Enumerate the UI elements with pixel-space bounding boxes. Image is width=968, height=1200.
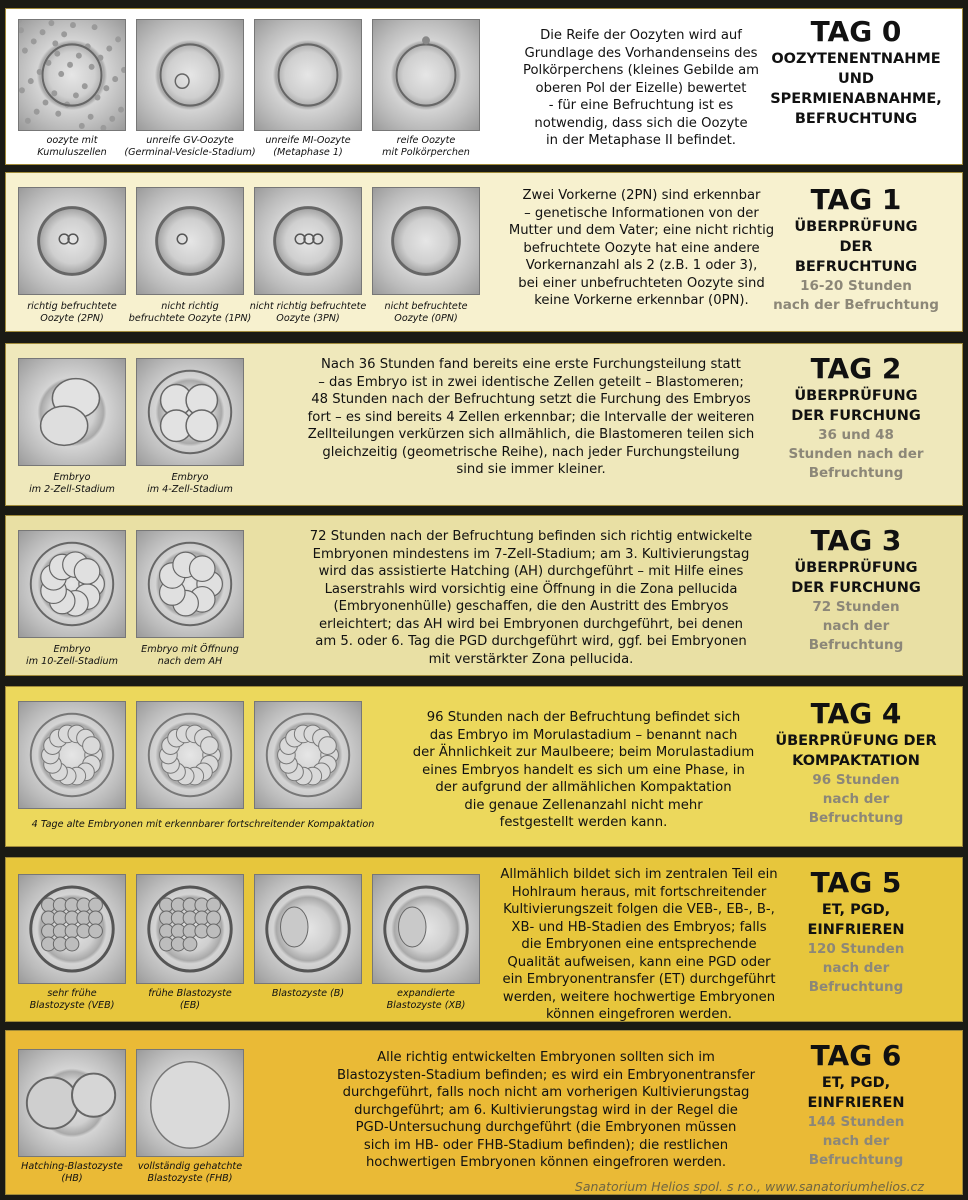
- day-subtitle: [756, 217, 956, 277]
- day-description: [391, 709, 776, 832]
- description-line: – das Embryo ist in zwei identische Zellen geteilt – Blastomeren;: [318, 374, 744, 390]
- subtitle-line: DER FURCHUNG: [791, 580, 921, 596]
- caption-line: nicht richtig befruchtete: [249, 301, 367, 312]
- photo-caption: [6, 135, 138, 159]
- day-subtitle: [756, 49, 956, 129]
- micrograph-image: [372, 874, 480, 984]
- micrograph-image: [136, 358, 244, 466]
- time-line: Befruchtung: [808, 1152, 904, 1168]
- time-line: Befruchtung: [808, 465, 904, 481]
- description-line: können eingefroren werden.: [546, 1007, 732, 1022]
- micrograph-image: [136, 187, 244, 295]
- subtitle-line: ÜBERPRÜFUNG: [794, 388, 918, 404]
- cell-illustration: [137, 359, 243, 465]
- description-line: durchgeführt, falls noch nicht am vorherigen Kultivierungstag: [342, 1085, 750, 1100]
- description-line: oberen Pol der Eizelle) bewertet: [535, 80, 747, 96]
- caption-line: Embryo: [53, 472, 91, 483]
- description-line: am 5. oder 6. Tag die PGD durchgeführt wird, ggf. bei Embryonen: [315, 634, 747, 649]
- micrograph-image: [136, 1049, 244, 1157]
- photo-caption: [124, 644, 256, 668]
- micrograph-image: [254, 19, 362, 131]
- time-line: Befruchtung: [808, 637, 904, 653]
- description-line: bei einer unbefruchteten Oozyte sind: [518, 275, 765, 291]
- description-line: Kultivierungszeit folgen die VEB-, EB-, B-,: [503, 902, 775, 917]
- description-line: 96 Stunden nach der Befruchtung befindet sich: [426, 710, 741, 725]
- time-line: Befruchtung: [808, 979, 904, 995]
- footer-credit: Sanatorium Helios spol. s r.o., www.sanatoriumhelios.cz: [574, 1179, 924, 1194]
- description-line: Grundlage des Vorhandenseins des: [524, 45, 758, 61]
- description-line: Mutter und dem Vater; eine nicht richtig: [508, 223, 775, 238]
- day-timing: [756, 277, 956, 315]
- day-description: [511, 27, 771, 150]
- day-heading-block: [756, 183, 956, 315]
- description-line: eines Embryos handelt es sich um eine Phase, in: [422, 762, 745, 778]
- time-line: 120 Stunden: [807, 941, 905, 957]
- description-line: die Embryonen eine entsprechende: [521, 937, 757, 952]
- caption-line: nach dem AH: [157, 656, 223, 667]
- photo-caption: [6, 301, 138, 325]
- photo-caption: [124, 472, 256, 496]
- cell-illustration: [19, 702, 125, 808]
- time-line: 72 Stunden: [812, 599, 900, 615]
- day-panel-3: [5, 515, 963, 676]
- description-line: in der Metaphase II befindet.: [545, 133, 736, 148]
- caption-line: (EB): [179, 1000, 201, 1011]
- cell-illustration: [19, 20, 125, 130]
- description-line: mit verstärkter Zona pellucida.: [428, 651, 634, 667]
- day-timing: [756, 1113, 956, 1170]
- photo-caption: [124, 988, 256, 1012]
- cell-illustration: [137, 1050, 243, 1156]
- caption-line: oozyte mit: [46, 135, 98, 146]
- micrograph-image: [18, 187, 126, 295]
- description-line: Embryonen mindestens im 7-Zell-Stadium; am 3. Kultivierungstag: [312, 546, 750, 562]
- micrograph-image: [18, 530, 126, 638]
- cell-illustration: [137, 20, 243, 130]
- time-line: 144 Stunden: [807, 1114, 905, 1130]
- description-line: XB- und HB-Stadien des Embryos; falls: [511, 919, 767, 935]
- description-line: Qualität aufweisen, kann eine PGD oder: [507, 954, 771, 970]
- description-line: sind sie immer kleiner.: [456, 462, 606, 477]
- description-line: (Embryonenhülle) geschaffen, die den Austritt des Embryos: [333, 599, 729, 614]
- micrograph-image: [372, 187, 480, 295]
- photo-caption: [6, 472, 138, 496]
- subtitle-line: ÜBERPRÜFUNG DER: [775, 733, 937, 749]
- caption-line: unreife MI-Oozyte: [265, 135, 351, 146]
- photo-caption: [124, 1161, 256, 1185]
- day-description: [504, 187, 779, 310]
- subtitle-line: ET, PGD,: [821, 902, 891, 918]
- day-title: TAG 4: [810, 697, 902, 730]
- cell-illustration: [19, 1050, 125, 1156]
- photo-caption: [6, 988, 138, 1012]
- caption-line: nicht richtig: [161, 301, 219, 312]
- caption-line: Oozyte (3PN): [276, 313, 340, 324]
- cell-illustration: [137, 875, 243, 983]
- caption-line: vollständig gehatchte: [137, 1161, 243, 1172]
- description-line: das Embryo im Morulastadium – benannt nach: [429, 727, 738, 743]
- day-timing: [756, 771, 956, 828]
- caption-line: (Germinal-Vesicle-Stadium): [124, 147, 256, 158]
- time-line: nach der: [822, 618, 890, 634]
- day-subtitle: [756, 386, 956, 426]
- day-title: TAG 2: [810, 352, 902, 385]
- day-heading-block: [756, 524, 956, 655]
- micrograph-image: [136, 701, 244, 809]
- subtitle-line: EINFRIEREN: [807, 1095, 905, 1111]
- day-panel-5: [5, 857, 963, 1022]
- photo-caption: [242, 301, 374, 325]
- day-subtitle: [756, 558, 956, 598]
- description-line: sich im HB- oder FHB-Stadium befinden); die restlichen: [363, 1137, 729, 1153]
- caption-line: expandierte: [397, 988, 455, 999]
- time-line: nach der: [822, 791, 890, 807]
- subtitle-line: OOZYTENENTNAHME: [771, 51, 941, 67]
- micrograph-image: [254, 701, 362, 809]
- day-heading-block: [756, 697, 956, 828]
- caption-line: Blastozyste (XB): [386, 1000, 466, 1011]
- day-subtitle: [756, 900, 956, 940]
- caption-line: (Metaphase 1): [273, 147, 343, 158]
- description-line: der aufgrund der allmählichen Kompaktation: [435, 780, 732, 795]
- day-panel-4: [5, 686, 963, 847]
- description-line: erleichtert; das AH wird bei Embryonen durchgeführt, bei denen: [318, 616, 744, 632]
- day-panel-2: [5, 343, 963, 506]
- subtitle-line: ÜBERPRÜFUNG: [794, 560, 918, 576]
- cell-illustration: [255, 20, 361, 130]
- day-heading-block: [756, 1039, 956, 1170]
- caption-line: mit Polkörperchen: [382, 147, 470, 158]
- photo-caption: [242, 135, 374, 159]
- photo-caption: [360, 988, 492, 1012]
- description-line: 72 Stunden nach der Befruchtung befinden sich richtig entwickelte: [309, 529, 753, 544]
- description-line: ein Embryonentransfer (ET) durchgeführt: [502, 972, 776, 987]
- photo-caption: [360, 301, 492, 325]
- cell-illustration: [255, 188, 361, 294]
- day-timing: [756, 598, 956, 655]
- micrograph-image: [254, 187, 362, 295]
- description-line: Die Reife der Oozyten wird auf: [540, 28, 742, 43]
- photo-caption: [124, 301, 256, 325]
- caption-line: richtig befruchtete: [27, 301, 117, 312]
- subtitle-line: ÜBERPRÜFUNG: [794, 219, 918, 235]
- caption-line: frühe Blastozyste: [148, 988, 232, 999]
- micrograph-image: [136, 874, 244, 984]
- cell-illustration: [137, 531, 243, 637]
- day-heading-block: [756, 866, 956, 997]
- caption-line: im 4-Zell-Stadium: [147, 484, 233, 495]
- photo-caption: [6, 644, 138, 668]
- cell-illustration: [19, 188, 125, 294]
- description-line: Allmählich bildet sich im zentralen Teil ein: [500, 867, 778, 882]
- caption-line: Oozyte (2PN): [40, 313, 104, 324]
- description-line: Hohlraum heraus, mit fortschreitender: [511, 884, 767, 900]
- description-line: Zellteilungen verkürzen sich allmählich, die Blastomeren teilen sich: [307, 427, 755, 442]
- description-line: wird das assistierte Hatching (AH) durchgeführt – mit Hilfe eines: [318, 564, 744, 579]
- day-panel-0: [5, 8, 963, 165]
- micrograph-image: [18, 701, 126, 809]
- description-line: hochwertigen Embryonen können eingefroren werden.: [365, 1155, 727, 1170]
- caption-line: Embryo: [53, 644, 91, 655]
- day-heading-block: [756, 15, 956, 129]
- day-panel-6: [5, 1030, 963, 1195]
- caption-line: befruchtete Oozyte (1PN): [128, 313, 252, 324]
- cell-illustration: [373, 875, 479, 983]
- day-description: [271, 356, 791, 479]
- day-timing: [756, 426, 956, 483]
- time-line: Befruchtung: [808, 810, 904, 826]
- cell-illustration: [19, 875, 125, 983]
- micrograph-image: [136, 530, 244, 638]
- description-line: Blastozysten-Stadium befinden; es wird ein Embryonentransfer: [336, 1067, 756, 1083]
- cell-illustration: [373, 20, 479, 130]
- photo-caption: [124, 135, 256, 159]
- caption-line: reife Oozyte: [396, 135, 456, 146]
- description-line: fort – es sind bereits 4 Zellen erkennbar; die Intervalle der weiteren: [307, 409, 755, 425]
- subtitle-line: EINFRIEREN: [807, 922, 905, 938]
- micrograph-image: [18, 358, 126, 466]
- day-description: [492, 866, 786, 1024]
- day-title: TAG 3: [810, 524, 902, 557]
- caption-line: Embryo: [171, 472, 209, 483]
- time-line: nach der: [822, 1133, 890, 1149]
- caption-line: Blastozyste (VEB): [29, 1000, 115, 1011]
- description-line: Nach 36 Stunden fand bereits eine erste Furchungsteilung statt: [321, 357, 741, 372]
- day-subtitle: [756, 731, 956, 771]
- caption-line: im 2-Zell-Stadium: [29, 484, 115, 495]
- cell-illustration: [255, 875, 361, 983]
- caption-line: nicht befruchtete: [384, 301, 468, 312]
- caption-line: unreife GV-Oozyte: [146, 135, 234, 146]
- cell-illustration: [137, 188, 243, 294]
- description-line: Polkörperchens (kleines Gebilde am: [522, 63, 760, 78]
- micrograph-image: [254, 874, 362, 984]
- day-description: [311, 1049, 781, 1172]
- subtitle-line: DER: [839, 239, 873, 255]
- description-line: werden, weitere hochwertige Embryonen: [502, 989, 776, 1005]
- shared-photo-caption: 4 Tage alte Embryonen mit erkennbarer fortschreitender Kompaktation: [31, 819, 375, 830]
- day-description: [271, 528, 791, 668]
- cell-illustration: [19, 359, 125, 465]
- caption-line: Blastozyste (B): [271, 988, 345, 999]
- description-line: gleichzeitig (geometrische Reihe), nach jeder Furchungsteilung: [322, 444, 740, 460]
- caption-line: im 10-Zell-Stadium: [26, 656, 118, 667]
- subtitle-line: UND: [838, 71, 874, 87]
- description-line: Zwei Vorkerne (2PN) sind erkennbar: [522, 188, 761, 203]
- day-panel-1: [5, 172, 963, 332]
- cell-illustration: [137, 702, 243, 808]
- time-line: Stunden nach der: [788, 446, 924, 462]
- description-line: Vorkernanzahl als 2 (z.B. 1 oder 3),: [525, 258, 758, 273]
- subtitle-line: DER FURCHUNG: [791, 408, 921, 424]
- time-line: 16-20 Stunden: [800, 278, 912, 294]
- time-line: nach der: [822, 960, 890, 976]
- caption-line: Blastozyste (FHB): [147, 1173, 233, 1184]
- caption-line: Kumuluszellen: [37, 147, 107, 158]
- day-heading-block: [756, 352, 956, 483]
- day-timing: [756, 940, 956, 997]
- day-title: TAG 0: [810, 15, 902, 48]
- description-line: die genaue Zellenanzahl nicht mehr: [464, 797, 703, 813]
- caption-line: Hatching-Blastozyste: [21, 1161, 123, 1172]
- description-line: Alle richtig entwickelten Embryonen sollten sich im: [377, 1050, 715, 1065]
- description-line: keine Vorkerne erkennbar (0PN).: [534, 293, 749, 308]
- photo-caption: [6, 1161, 138, 1185]
- description-line: - für eine Befruchtung ist es: [548, 98, 734, 113]
- day-title: TAG 5: [810, 866, 902, 899]
- photo-caption: [360, 135, 492, 159]
- subtitle-line: BEFRUCHTUNG: [794, 111, 918, 127]
- description-line: durchgeführt; am 6. Kultivierungstag wird in der Regel die: [354, 1102, 738, 1118]
- description-line: 48 Stunden nach der Befruchtung setzt die Furchung des Embryos: [311, 392, 751, 407]
- micrograph-image: [18, 19, 126, 131]
- micrograph-image: [372, 19, 480, 131]
- cell-illustration: [373, 188, 479, 294]
- time-line: nach der Befruchtung: [773, 297, 939, 313]
- time-line: 96 Stunden: [812, 772, 900, 788]
- description-line: festgestellt werden kann.: [499, 815, 668, 830]
- day-subtitle: [756, 1073, 956, 1113]
- micrograph-image: [136, 19, 244, 131]
- time-line: 36 und 48: [818, 427, 894, 443]
- photo-caption: [242, 988, 374, 1000]
- cell-illustration: [19, 531, 125, 637]
- subtitle-line: BEFRUCHTUNG: [794, 259, 918, 275]
- day-title: TAG 6: [810, 1039, 902, 1072]
- description-line: PGD-Untersuchung durchgeführt (die Embryonen müssen: [355, 1120, 737, 1135]
- day-title: TAG 1: [810, 183, 902, 216]
- caption-line: (HB): [61, 1173, 83, 1184]
- subtitle-line: ET, PGD,: [821, 1075, 891, 1091]
- cell-illustration: [255, 702, 361, 808]
- micrograph-image: [18, 874, 126, 984]
- description-line: notwendig, dass sich die Oozyte: [534, 115, 748, 131]
- description-line: Laserstrahls wird vorsichtig eine Öffnung in die Zona pellucida: [324, 581, 738, 597]
- subtitle-line: KOMPAKTATION: [792, 753, 920, 769]
- caption-line: Oozyte (0PN): [394, 313, 458, 324]
- subtitle-line: SPERMIENABNAHME,: [770, 91, 942, 107]
- micrograph-image: [18, 1049, 126, 1157]
- description-line: – genetische Informationen von der: [524, 205, 759, 221]
- caption-line: sehr frühe: [47, 988, 97, 999]
- caption-line: Embryo mit Öffnung: [141, 644, 239, 655]
- description-line: befruchtete Oozyte hat eine andere: [523, 240, 760, 256]
- description-line: der Ähnlichkeit zur Maulbeere; beim Morulastadium: [412, 745, 755, 760]
